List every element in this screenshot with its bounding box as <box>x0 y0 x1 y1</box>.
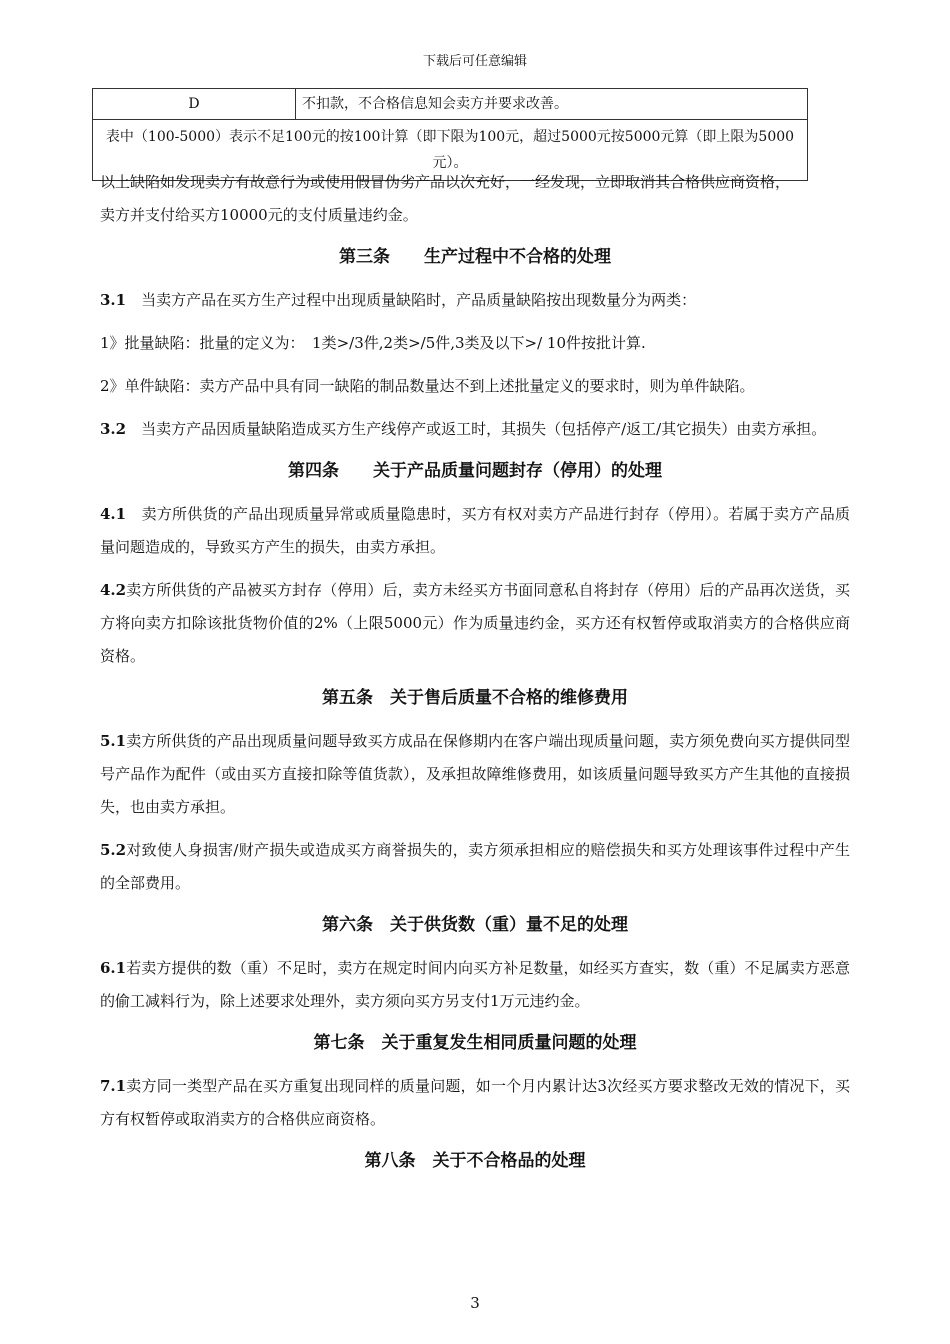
clause-number: 4.2 <box>100 581 127 599</box>
clause-paragraph <box>100 725 850 824</box>
page-header: 下载后可任意编辑 <box>422 54 527 69</box>
clause-text: 若卖方提供的数（重）不足时，卖方在规定时间内向买方补足数量，如经买方查实，数（重）不足属卖方恶意的偷工减料行为，除上述要求处理外，卖方须向买方另支付1万元违约金。 <box>100 959 850 1010</box>
document-body <box>100 166 850 1188</box>
clause-text: 1》批量缺陷：批量的定义为： 1类>/3件,2类>/5件,3类及以下>/ 10件按批计算. <box>100 334 646 352</box>
section-heading: 第四条 关于产品质量问题封存（停用）的处理 <box>288 461 662 481</box>
clause-paragraph <box>100 413 850 446</box>
clause-number: 3.1 <box>100 291 127 309</box>
description-cell: 不扣款，不合格信息知会卖方并要求改善。 <box>296 89 808 120</box>
clause-text: 卖方同一类型产品在买方重复出现同样的质量问题，如一个月内累计达3次经买方要求整改无效的情况下，买方有权暂停或取消卖方的合格供应商资格。 <box>100 1077 850 1128</box>
intro-line: 以上缺陷如发现卖方有故意行为或使用假冒伪劣产品以次充好，一经发现，立即取消其合格供应商资格， <box>100 173 791 191</box>
clause-text: 卖方所供货的产品出现质量异常或质量隐患时，买方有权对卖方产品进行封存（停用）。若属于卖方产品质量问题造成的，导致买方产生的损失，由卖方承担。 <box>100 505 850 556</box>
section-heading: 第七条 关于重复发生相同质量问题的处理 <box>313 1033 637 1053</box>
section-heading: 第五条 关于售后质量不合格的维修费用 <box>322 688 628 708</box>
clause-number: 7.1 <box>100 1077 127 1095</box>
table-note: 表中（100-5000）表示不足100元的按100计算（即下限为100元，超过5000元按5000元算（即上限为5000元）。 <box>93 120 808 181</box>
clause-number: 5.1 <box>100 732 127 750</box>
clause-paragraph <box>100 327 850 360</box>
section-heading: 第八条 关于不合格品的处理 <box>364 1151 586 1171</box>
section-heading: 第六条 关于供货数（重）量不足的处理 <box>322 915 628 935</box>
clause-text: 当卖方产品因质量缺陷造成买方生产线停产或返工时，其损失（包括停产/返工/其它损失）由卖方承担。 <box>126 420 827 438</box>
clause-paragraph <box>100 834 850 900</box>
clause-paragraph <box>100 1070 850 1136</box>
grade-cell: D <box>93 89 296 120</box>
clause-number: 6.1 <box>100 959 127 977</box>
clause-paragraph <box>100 952 850 1018</box>
clause-paragraph <box>100 574 850 673</box>
clause-text: 卖方所供货的产品出现质量问题导致买方成品在保修期内在客户端出现质量问题，卖方须免费向买方提供同型号产品作为配件（或由买方直接扣除等值货款），及承担故障维修费用，如该质量问题导致买方产生其他的直接损失，也由卖方承担。 <box>100 732 850 816</box>
clause-paragraph <box>100 370 850 403</box>
clause-text: 对致使人身损害/财产损失或造成买方商誉损失的，卖方须承担相应的赔偿损失和买方处理该事件过程中产生的全部费用。 <box>100 841 850 892</box>
clause-text: 卖方所供货的产品被买方封存（停用）后，卖方未经买方书面同意私自将封存（停用）后的产品再次送货，买方将向卖方扣除该批货物价值的2%（上限5000元）作为质量违约金，买方还有权暂停或取消卖方的合格供应商资格。 <box>100 581 850 665</box>
clause-paragraph <box>100 498 850 564</box>
clause-text: 当卖方产品在买方生产过程中出现质量缺陷时，产品质量缺陷按出现数量分为两类： <box>126 291 697 309</box>
clause-text: 2》单件缺陷：卖方产品中具有同一缺陷的制品数量达不到上述批量定义的要求时，则为单件缺陷。 <box>100 377 755 395</box>
intro-line: 卖方并支付给买方10000元的支付质量违约金。 <box>100 206 418 224</box>
page-number: 3 <box>470 1294 480 1312</box>
clause-number: 4.1 <box>100 505 127 523</box>
clause-number: 5.2 <box>100 841 127 859</box>
intro-paragraph <box>100 166 850 232</box>
clause-paragraph <box>100 284 850 317</box>
table-row <box>93 89 808 120</box>
clause-number: 3.2 <box>100 420 127 438</box>
section-heading: 第三条 生产过程中不合格的处理 <box>339 247 611 267</box>
